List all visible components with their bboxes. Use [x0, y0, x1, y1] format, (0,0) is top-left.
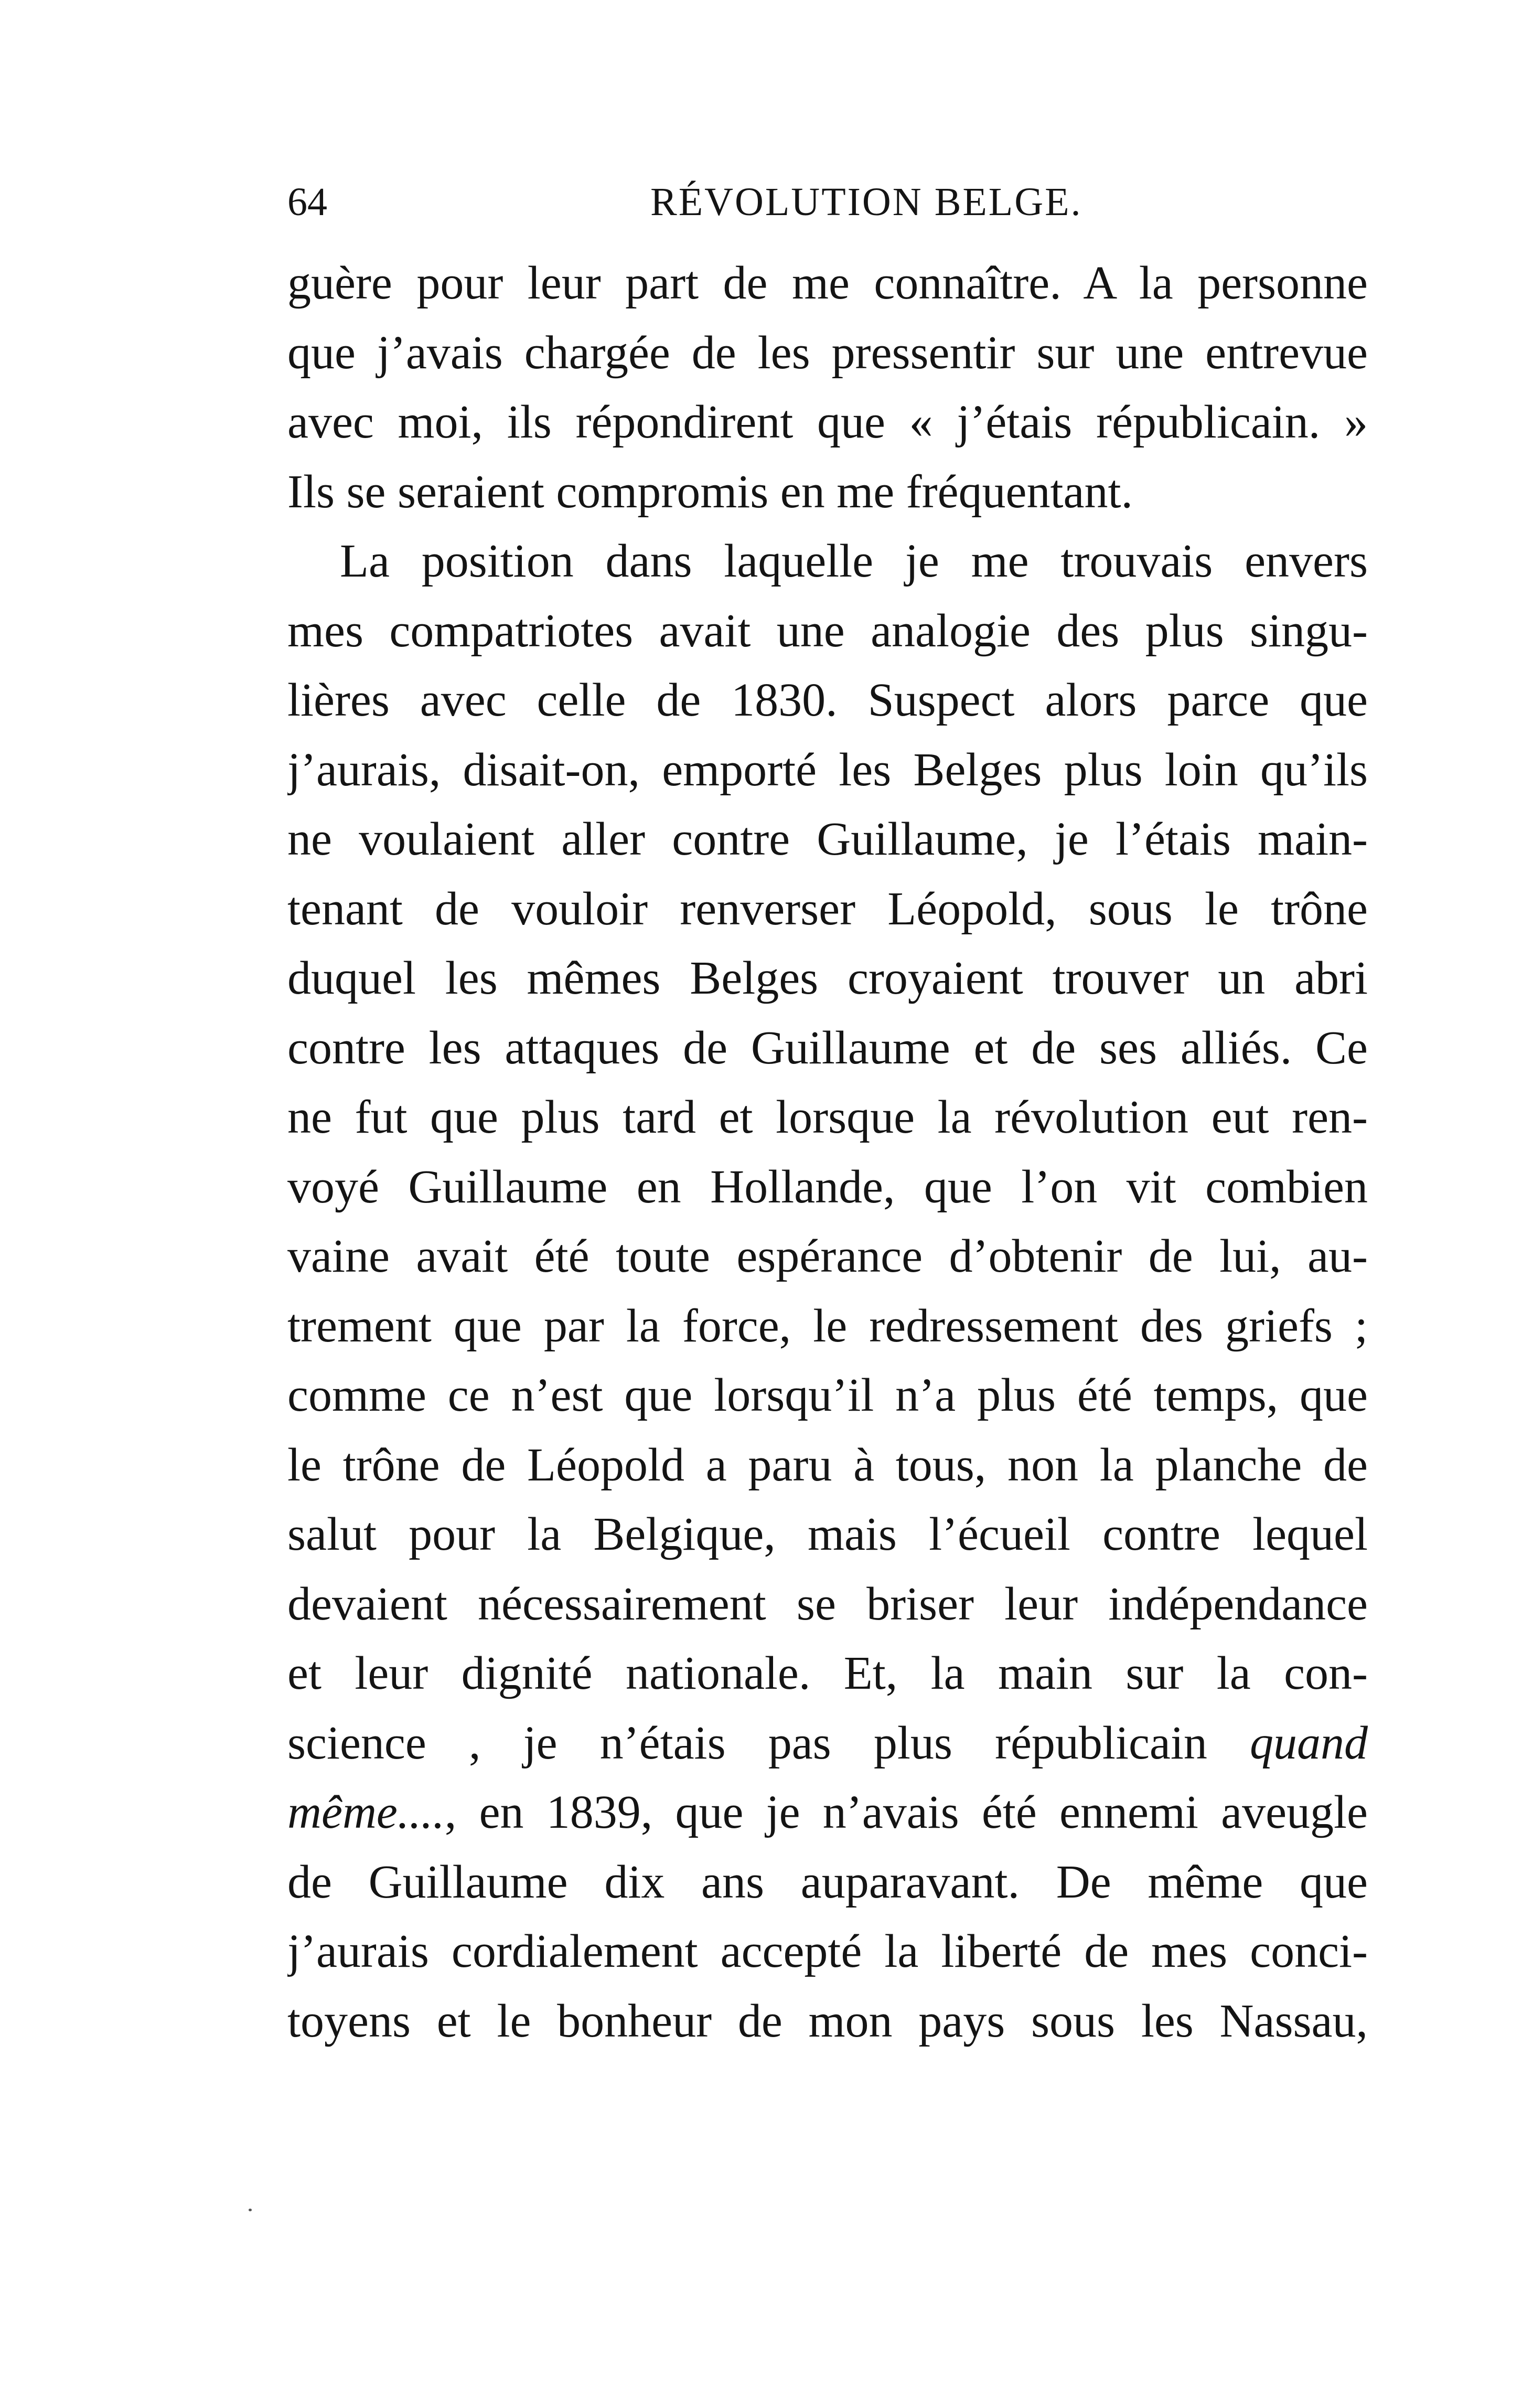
text-line: guère pour leur part de me connaître. A la personne	[287, 257, 1368, 309]
text-segment: science , je n’étais pas plus républicain	[287, 1717, 1207, 1769]
text-line: devaient nécessairement se briser leur indépendance	[287, 1578, 1368, 1630]
text-line: salut pour la Belgique, mais l’écueil contre lequel	[287, 1508, 1368, 1560]
italic-text: même....	[287, 1786, 445, 1838]
text-line: mes compatriotes avait une analogie des plus singu-	[287, 604, 1368, 657]
text-line: lières avec celle de 1830. Suspect alors parce que	[287, 674, 1368, 726]
text-line: tenant de vouloir renverser Léopold, sous le trône	[287, 882, 1368, 935]
text-line: contre les attaques de Guillaume et de ses alliés. Ce	[287, 1021, 1368, 1074]
text-line: ne voulaient aller contre Guillaume, je l’étais main-	[287, 813, 1368, 865]
running-title: RÉVOLUTION BELGE.	[650, 180, 1082, 224]
text-line: vaine avait été toute espérance d’obtenir de lui, au-	[287, 1230, 1368, 1282]
text-line: de Guillaume dix ans auparavant. De même que	[287, 1856, 1368, 1908]
italic-text: quand	[1250, 1717, 1368, 1769]
text-line: comme ce n’est que lorsqu’il n’a plus été temps, que	[287, 1369, 1368, 1421]
page-header	[287, 173, 1368, 231]
text-line: le trône de Léopold a paru à tous, non la planche de	[287, 1439, 1368, 1491]
body-text	[287, 249, 1368, 2056]
text-line: Ils se seraient compromis en me fréquentant.	[287, 465, 1133, 518]
text-line: duquel les mêmes Belges croyaient trouver un abri	[287, 952, 1368, 1004]
page-number: 64	[287, 180, 327, 224]
text-line: que j’avais chargée de les pressentir sur une entrevue	[287, 326, 1368, 379]
text-line: avec moi, ils répondirent que « j’étais républicain. »	[287, 396, 1368, 448]
text-line	[287, 1778, 1368, 1848]
text-line: trement que par la force, le redressement des griefs ;	[287, 1299, 1368, 1352]
text-line: ne fut que plus tard et lorsque la révolution eut ren-	[287, 1091, 1368, 1143]
text-line	[287, 1709, 1368, 1778]
text-line: j’aurais cordialement accepté la liberté de mes conci-	[287, 1925, 1368, 1977]
text-line: j’aurais, disait-on, emporté les Belges plus loin qu’ils	[287, 743, 1368, 796]
text-line: et leur dignité nationale. Et, la main sur la con-	[287, 1647, 1368, 1699]
text-segment: , en 1839, que je n’avais été ennemi aveugle	[444, 1786, 1368, 1838]
text-line: voyé Guillaume en Hollande, que l’on vit combien	[287, 1160, 1368, 1213]
ink-speck	[249, 2209, 252, 2211]
text-line: toyens et le bonheur de mon pays sous les Nassau,	[287, 1995, 1368, 2047]
paragraph-first-line: La position dans laquelle je me trouvais envers	[340, 535, 1368, 587]
